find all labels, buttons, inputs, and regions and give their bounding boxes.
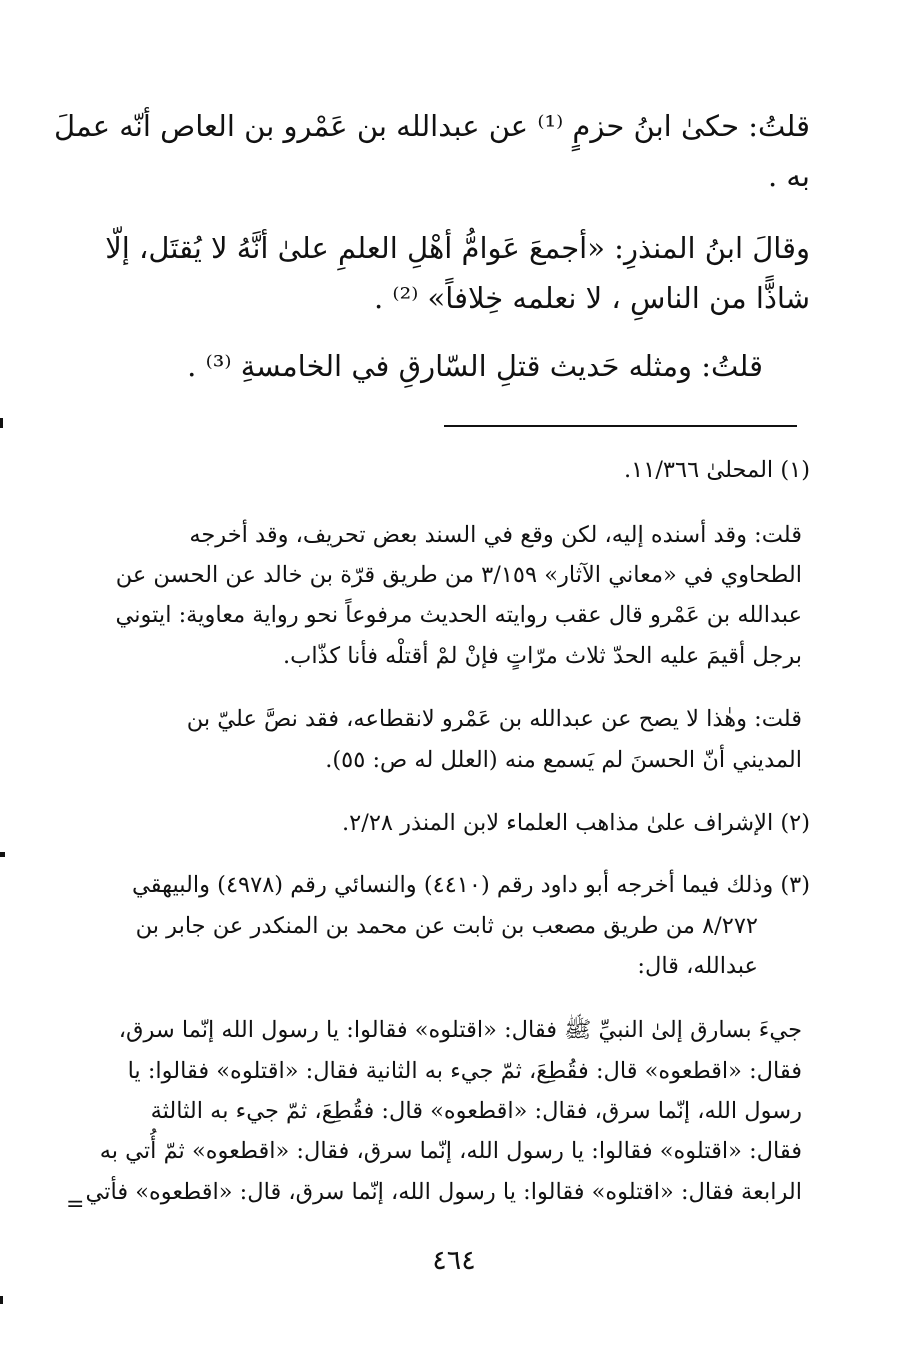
footnote-line: قلت: وقد أسنده إليه، لكن وقع في السند بعض تحريف، وقد أخرجه [189, 522, 802, 548]
footnote-line: الرابعة فقال: «اقتلوه» فقالوا: يا رسول الله، إنّما سرق، قال: «اقطعوه» فأتي [85, 1179, 802, 1205]
footnote-line: (١) المحلىٰ ١١/٣٦٦. [624, 457, 810, 483]
footnote-line: (٢) الإشراف علىٰ مذاهب العلماء لابن المنذر ٢/٢٨. [342, 810, 810, 836]
footnote-separator [444, 425, 797, 427]
footnote-line: ٨/٢٧٢ من طريق مصعب بن ثابت عن محمد بن المنكدر عن جابر بن [135, 913, 758, 939]
main-line: وقالَ ابنُ المنذرِ: «أجمعَ عَوامُّ أهْلِ العلمِ علىٰ أنَّهُ لا يُقتَل، إلّا [105, 231, 810, 265]
footnote-line: جيءَ بسارق إلىٰ النبيِّ ﷺ فقال: «اقتلوه» فقالوا: يا رسول الله إنّما سرق، [118, 1017, 802, 1043]
main-line: شاذًّا من الناسِ ، لا نعلمه خِلافاً» ⁽²⁾ . [374, 281, 810, 315]
footnote-line: عبدالله، قال: [637, 953, 758, 979]
footnote-line: رسول الله، إنّما سرق، فقال: «اقطعوه» قال: فقُطِعَ، ثمّ جيء به الثالثة [150, 1098, 802, 1124]
scan-speck [0, 852, 5, 857]
footnote-line: عبدالله بن عَمْرو قال عقب روايته الحديث مرفوعاً نحو رواية معاوية: ايتوني [115, 602, 802, 628]
main-line: به . [767, 159, 810, 193]
footnote-line: المديني أنّ الحسنَ لم يَسمع منه (العلل له ص: ٥٥). [325, 747, 802, 773]
footnote-line: برجل أقيمَ عليه الحدّ ثلاث مرّاتٍ فإنْ لمْ أقتلْه فأنا كذّاب. [283, 643, 802, 669]
continuation-mark: = [66, 1192, 85, 1217]
footnote-line: قلت: وهٰذا لا يصح عن عبدالله بن عَمْرو لانقطاعه، فقد نصَّ عليّ بن [186, 706, 802, 732]
footnote-line: الطحاوي في «معاني الآثار» ٣/١٥٩ من طريق قرّة بن خالد عن الحسن عن [115, 562, 802, 588]
main-line: قلتُ: حكىٰ ابنُ حزمٍ ⁽¹⁾ عن عبدالله بن عَمْرو بن العاص أنّه عملَ [54, 109, 810, 143]
footnote-line: (٣) وذلك فيما أخرجه أبو داود رقم (٤٤١٠) والنسائي رقم (٤٩٧٨) والبيهقي [131, 872, 810, 898]
main-line: قلتُ: ومثله حَديث قتلِ السّارقِ في الخامسةِ ⁽³⁾ . [187, 349, 763, 383]
footnote-line: فقال: «اقطعوه» قال: فقُطِعَ، ثمّ جيء به الثانية فقال: «اقتلوه» فقالوا: يا [127, 1058, 802, 1084]
scan-speck [0, 418, 3, 428]
footnote-line: فقال: «اقتلوه» فقالوا: يا رسول الله، إنّما سرق، فقال: «اقطعوه» ثمّ أُتي به [99, 1138, 802, 1164]
scan-speck [0, 1296, 3, 1304]
page-number: ٤٦٤ [432, 1245, 476, 1276]
